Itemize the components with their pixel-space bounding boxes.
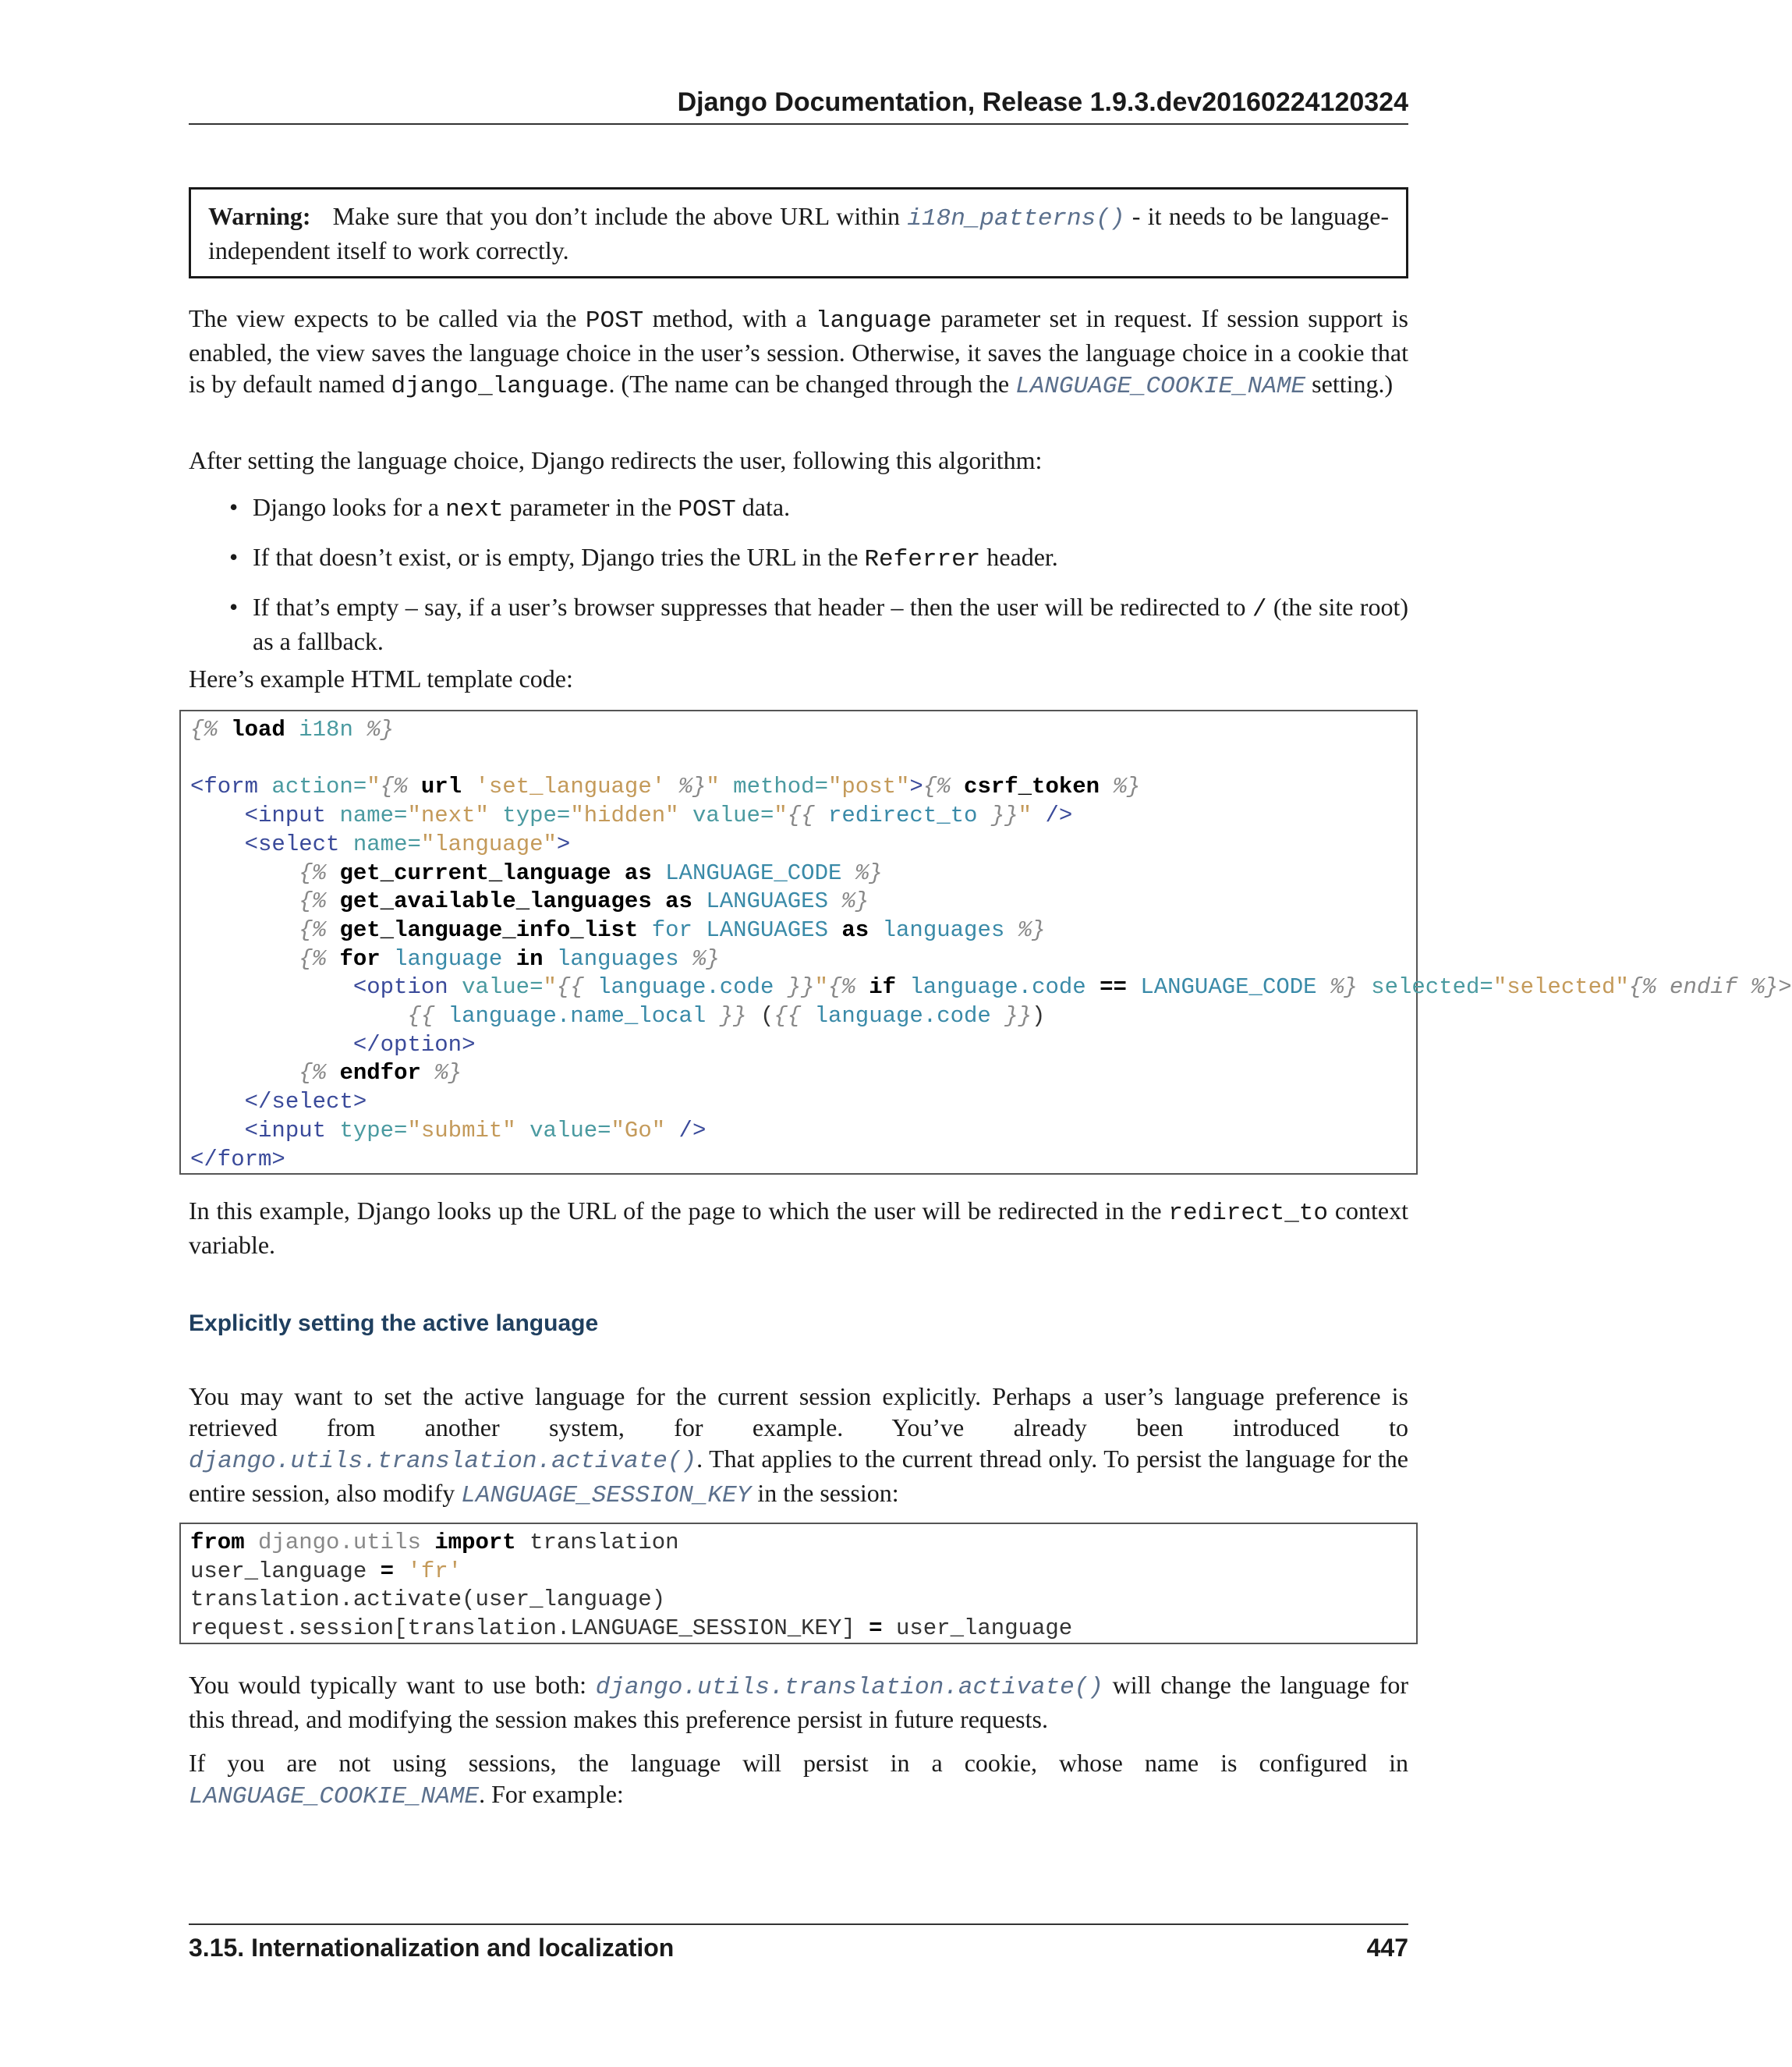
redirect-algorithm-list xyxy=(189,491,1408,672)
paragraph-template-intro: Here’s example HTML template code: xyxy=(189,665,573,693)
python-code-block: from django.utils import translation user_language = 'fr' translation.activate(user_language) request.session[translation.LANGUAGE_SESSION_KEY] = user_language xyxy=(179,1523,1418,1644)
section-heading: Explicitly setting the active language xyxy=(189,1310,599,1336)
paragraph-no-sessions: If you are not using sessions, the language will persist in a cookie, whose name is configured in LANGUAGE_COOKIE_NAME. For example: xyxy=(189,1749,1408,1810)
language-cookie-name-link[interactable]: LANGUAGE_COOKIE_NAME xyxy=(189,1783,480,1810)
list-item: • If that doesn’t exist, or is empty, Django tries the URL in the Referrer header. xyxy=(229,543,1058,573)
paragraph-redirect-to: In this example, Django looks up the URL of the page to which the user will be redirected in the redirect_to context variable. xyxy=(189,1197,1409,1259)
language-cookie-name-link[interactable]: LANGUAGE_COOKIE_NAME xyxy=(1015,373,1306,400)
running-footer xyxy=(189,1923,1408,1970)
html-template-code-block: {% load i18n %} <form action="{% url 'set_language' %}" method="post">{% csrf_token %} <input name="next" type="hidden" value="{{ redirect_to }}" /> <select name="language"> {% get_current_language as LANGUAGE_CODE %} {% get_available_languages as LANGUAGES %} {% get_language_info_list for LANGUAGES as languages %} {% for language in languages %} <option value="{{ language.code }}"{% if language.code == LANGUAGE_CODE %} selected="selected"{% endif %}> {{ language.name_local }} ({{ language.code }}) </option> {% endfor %} </select> <input type="submit" value="Go" /> </form> xyxy=(179,710,1418,1175)
paragraph-use-both: You would typically want to use both: django.utils.translation.activate() will change the language for this thread, and modifying the session makes this preference persist in future requests. xyxy=(189,1671,1408,1733)
paragraph-algorithm-intro: After setting the language choice, Django redirects the user, following this algorithm: xyxy=(189,446,1043,474)
i18n-patterns-link[interactable]: i18n_patterns() xyxy=(907,205,1125,232)
bullet-marker: • xyxy=(229,593,239,621)
running-header: Django Documentation, Release 1.9.3.dev20160224120324 xyxy=(189,87,1408,125)
bullet-marker: • xyxy=(229,493,239,521)
warning-label: Warning: xyxy=(208,202,311,230)
bullet-marker: • xyxy=(229,543,239,571)
activate-function-link[interactable]: django.utils.translation.activate() xyxy=(595,1674,1103,1701)
footer-section-title: 3.15. Internationalization and localization xyxy=(189,1934,675,1962)
page-number: 447 xyxy=(1366,1934,1408,1962)
paragraph-view-expects: The view expects to be called via the POST method, with a language parameter set in request. If session support is enabled, the view saves the language choice in the user’s session. Otherwise, it saves the language choice in a cookie that is by default named django_language. (The name can be changed through the LANGUAGE_COOKIE_NAME setting.) xyxy=(189,304,1409,400)
list-item: • Django looks for a next parameter in the POST data. xyxy=(229,493,791,523)
list-item: • If that’s empty – say, if a user’s browser suppresses that header – then the user will be redirected to / (the site root) as a fallback. xyxy=(229,593,1409,655)
warning-admonition: Warning: Make sure that you don’t include the above URL within i18n_patterns() - it needs to be language-independent itself to work correctly. xyxy=(189,187,1408,278)
activate-function-link[interactable]: django.utils.translation.activate() xyxy=(189,1448,697,1475)
paragraph-active-language: You may want to set the active language for the current session explicitly. Perhaps a user’s language preference is retrieved from another system, for example. You’ve already been introduced to django.utils.translation.activate(). That applies to the current thread only. To persist the language for the entire session, also modify LANGUAGE_SESSION_KEY in the session: xyxy=(189,1382,1408,1509)
language-session-key-link[interactable]: LANGUAGE_SESSION_KEY xyxy=(461,1482,752,1509)
